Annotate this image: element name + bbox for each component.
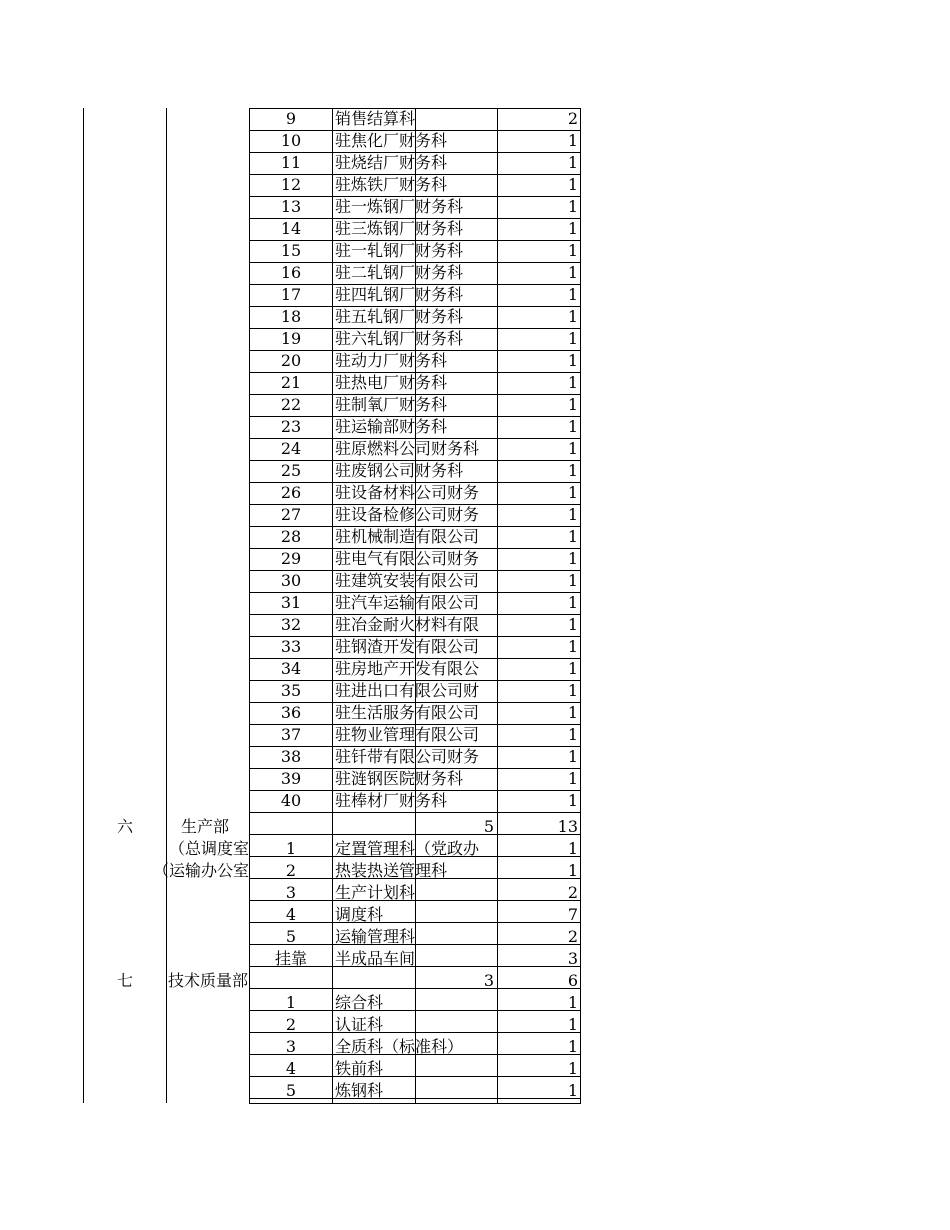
row-staff-count: 1 <box>567 571 578 590</box>
row-staff-count: 1 <box>567 483 578 502</box>
row-department-name: 炼钢科 <box>335 1081 384 1100</box>
row-department-name: 驻烧结厂财务科 <box>335 153 448 172</box>
row-department-name: 驻制氧厂财务科 <box>335 395 448 414</box>
row-staff-count: 1 <box>567 839 578 858</box>
row-number: 18 <box>280 307 302 326</box>
row-number: 13 <box>280 197 302 216</box>
row-number: 9 <box>285 109 297 128</box>
grid-vline <box>166 108 167 1103</box>
row-staff-count: 1 <box>567 197 578 216</box>
row-staff-count: 1 <box>567 285 578 304</box>
row-department-name: 驻三炼钢厂财务科 <box>335 219 464 238</box>
row-number: 39 <box>280 769 302 788</box>
row-staff-count: 1 <box>567 241 578 260</box>
row-staff-count: 1 <box>567 861 578 880</box>
row-staff-count: 2 <box>567 883 578 902</box>
row-department-name: 驻设备检修公司财务 <box>335 505 480 524</box>
row-staff-count: 1 <box>567 703 578 722</box>
row-staff-count: 1 <box>567 131 578 150</box>
row-staff-count: 1 <box>567 593 578 612</box>
row-department-name: 驻六轧钢厂财务科 <box>335 329 464 348</box>
grid-hline <box>249 1103 581 1104</box>
section-seven-dept: 技术质量部 <box>168 971 249 990</box>
row-department-name: 运输管理科 <box>335 927 416 946</box>
row-staff-count: 1 <box>567 1015 578 1034</box>
row-department-name: 驻涟钢医院财务科 <box>335 769 464 788</box>
row-staff-count: 1 <box>567 395 578 414</box>
row-number: 1 <box>285 839 297 858</box>
row-department-name: 全质科（标准科） <box>335 1037 464 1056</box>
row-number: 2 <box>285 861 297 880</box>
row-number: 5 <box>285 927 297 946</box>
row-department-name: 驻一炼钢厂财务科 <box>335 197 464 216</box>
row-department-name: 定置管理科（党政办 <box>335 839 480 858</box>
row-department-name: 驻废钢公司财务科 <box>335 461 464 480</box>
row-staff-count: 1 <box>567 1059 578 1078</box>
row-number: 33 <box>280 637 302 656</box>
row-number: 挂靠 <box>274 949 307 968</box>
row-number: 28 <box>280 527 302 546</box>
row-department-name: 驻焦化厂财务科 <box>335 131 448 150</box>
grid-vline <box>332 108 333 1103</box>
row-number: 10 <box>280 131 302 150</box>
row-staff-count: 1 <box>567 527 578 546</box>
row-department-name: 驻棒材厂财务科 <box>335 791 448 810</box>
row-department-name: 驻二轧钢厂财务科 <box>335 263 464 282</box>
section-six-total: 13 <box>557 817 578 836</box>
row-number: 4 <box>285 905 297 924</box>
row-staff-count: 1 <box>567 153 578 172</box>
row-number: 3 <box>285 1037 297 1056</box>
row-number: 36 <box>280 703 302 722</box>
row-staff-count: 1 <box>567 307 578 326</box>
section-seven-total: 6 <box>567 971 578 990</box>
row-staff-count: 1 <box>567 329 578 348</box>
row-department-name: 驻一轧钢厂财务科 <box>335 241 464 260</box>
row-department-name: 驻热电厂财务科 <box>335 373 448 392</box>
row-number: 12 <box>280 175 302 194</box>
row-number: 27 <box>280 505 302 524</box>
row-department-name: 驻设备材料公司财务 <box>335 483 480 502</box>
row-number: 24 <box>280 439 302 458</box>
row-number: 5 <box>285 1081 297 1100</box>
row-number: 40 <box>280 791 302 810</box>
section-six-dept-sub1: （总调度室 <box>168 839 249 858</box>
row-staff-count: 1 <box>567 725 578 744</box>
row-staff-count: 1 <box>567 373 578 392</box>
row-number: 25 <box>280 461 302 480</box>
row-staff-count: 2 <box>567 927 578 946</box>
row-number: 20 <box>280 351 302 370</box>
row-staff-count: 7 <box>567 905 578 924</box>
row-staff-count: 1 <box>567 747 578 766</box>
row-staff-count: 1 <box>567 615 578 634</box>
row-number: 23 <box>280 417 302 436</box>
row-number: 22 <box>280 395 302 414</box>
row-staff-count: 1 <box>567 659 578 678</box>
row-staff-count: 1 <box>567 505 578 524</box>
row-staff-count: 1 <box>567 219 578 238</box>
row-number: 30 <box>280 571 302 590</box>
row-number: 32 <box>280 615 302 634</box>
row-number: 17 <box>280 285 302 304</box>
row-department-name: 铁前科 <box>335 1059 384 1078</box>
row-department-name: 调度科 <box>335 905 384 924</box>
row-department-name: 驻炼铁厂财务科 <box>335 175 448 194</box>
row-number: 11 <box>280 153 302 172</box>
row-staff-count: 1 <box>567 1081 578 1100</box>
section-six-sub-count: 5 <box>483 817 494 836</box>
row-number: 14 <box>280 219 302 238</box>
section-six-dept: 生产部 <box>180 817 229 836</box>
row-staff-count: 2 <box>567 109 578 128</box>
row-department-name: 驻四轧钢厂财务科 <box>335 285 464 304</box>
row-staff-count: 3 <box>567 949 578 968</box>
row-number: 37 <box>280 725 302 744</box>
grid-hline <box>249 812 581 813</box>
row-staff-count: 1 <box>567 461 578 480</box>
row-staff-count: 1 <box>567 175 578 194</box>
grid-vline <box>580 108 581 1103</box>
row-staff-count: 1 <box>567 769 578 788</box>
section-seven-index: 七 <box>116 971 133 990</box>
row-staff-count: 1 <box>567 637 578 656</box>
row-department-name: 综合科 <box>335 993 384 1012</box>
section-six-dept-sub2: （运输办公室 <box>152 861 249 880</box>
row-number: 34 <box>280 659 302 678</box>
row-number: 31 <box>280 593 302 612</box>
row-department-name: 驻房地产开发有限公 <box>335 659 480 678</box>
row-department-name: 驻汽车运输有限公司 <box>335 593 480 612</box>
row-staff-count: 1 <box>567 439 578 458</box>
row-department-name: 热装热送管理科 <box>335 861 448 880</box>
row-department-name: 驻动力厂财务科 <box>335 351 448 370</box>
row-number: 21 <box>280 373 302 392</box>
row-department-name: 驻冶金耐火材料有限 <box>335 615 480 634</box>
row-number: 15 <box>280 241 302 260</box>
row-staff-count: 1 <box>567 681 578 700</box>
row-department-name: 驻物业管理有限公司 <box>335 725 480 744</box>
row-number: 38 <box>280 747 302 766</box>
row-department-name: 生产计划科 <box>335 883 416 902</box>
row-number: 29 <box>280 549 302 568</box>
row-department-name: 驻原燃料公司财务科 <box>335 439 480 458</box>
row-number: 35 <box>280 681 302 700</box>
row-department-name: 驻生活服务有限公司 <box>335 703 480 722</box>
row-department-name: 驻电气有限公司财务 <box>335 549 480 568</box>
row-staff-count: 1 <box>567 993 578 1012</box>
row-department-name: 销售结算科 <box>335 109 416 128</box>
row-number: 4 <box>285 1059 297 1078</box>
row-staff-count: 1 <box>567 263 578 282</box>
row-department-name: 驻运输部财务科 <box>335 417 448 436</box>
row-number: 3 <box>285 883 297 902</box>
section-six-index: 六 <box>116 817 133 836</box>
row-department-name: 驻钎带有限公司财务 <box>335 747 480 766</box>
row-department-name: 驻五轧钢厂财务科 <box>335 307 464 326</box>
row-staff-count: 1 <box>567 1037 578 1056</box>
row-department-name: 半成品车间 <box>335 949 416 968</box>
row-number: 16 <box>280 263 302 282</box>
row-number: 19 <box>280 329 302 348</box>
row-number: 1 <box>285 993 297 1012</box>
row-staff-count: 1 <box>567 417 578 436</box>
row-department-name: 驻进出口有限公司财 <box>335 681 480 700</box>
row-department-name: 认证科 <box>335 1015 384 1034</box>
row-number: 2 <box>285 1015 297 1034</box>
section-seven-sub-count: 3 <box>483 971 494 990</box>
row-department-name: 驻机械制造有限公司 <box>335 527 480 546</box>
grid-vline <box>83 108 84 1103</box>
row-number: 26 <box>280 483 302 502</box>
row-department-name: 驻建筑安装有限公司 <box>335 571 480 590</box>
row-department-name: 驻钢渣开发有限公司 <box>335 637 480 656</box>
row-staff-count: 1 <box>567 549 578 568</box>
row-staff-count: 1 <box>567 351 578 370</box>
row-staff-count: 1 <box>567 791 578 810</box>
